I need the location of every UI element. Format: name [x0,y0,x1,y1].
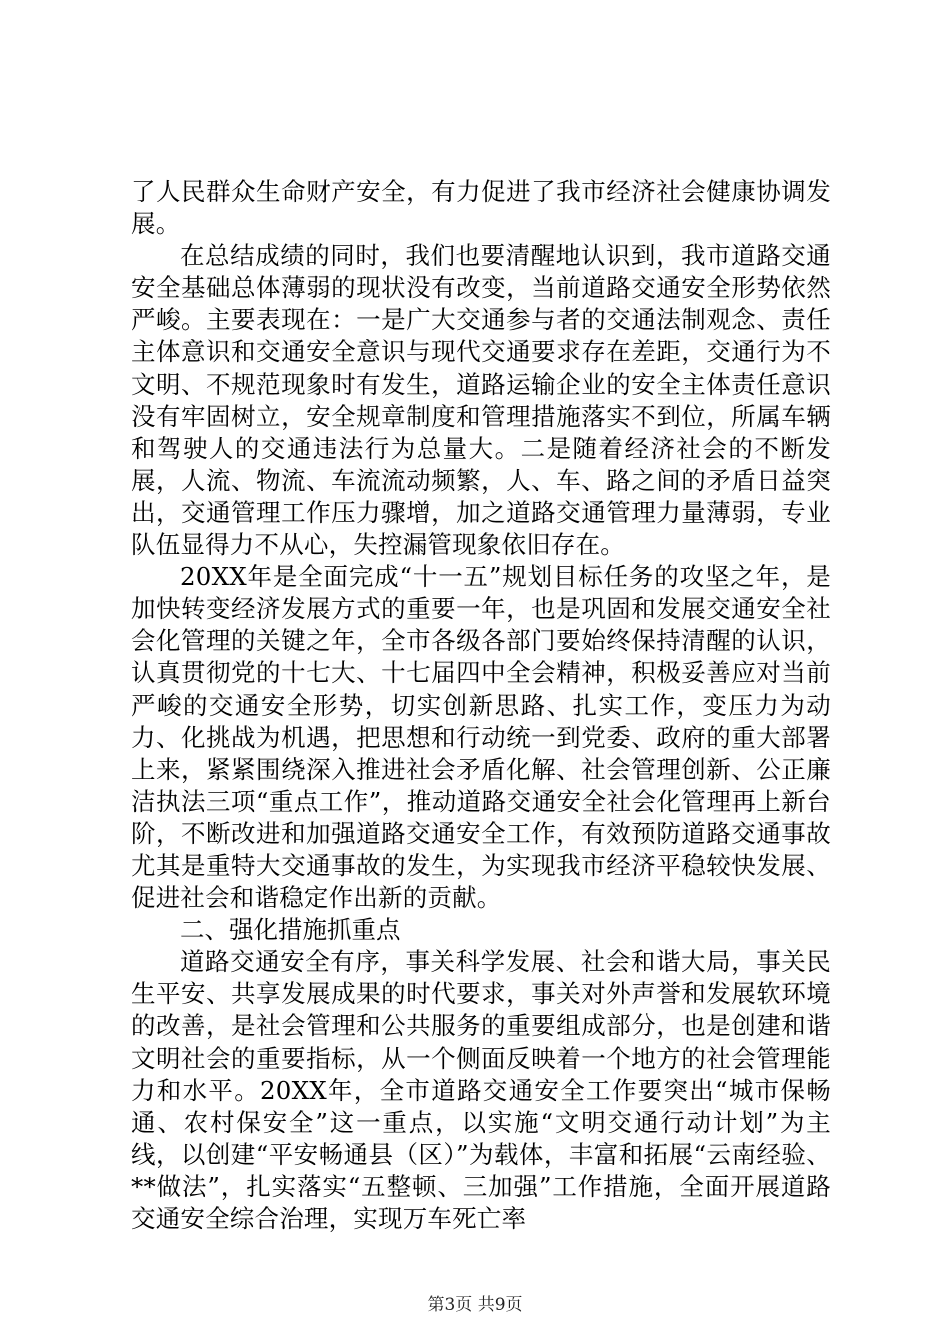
paragraph-year-goals: 20XX年是全面完成“十一五”规划目标任务的攻坚之年，是加快转变经济发展方式的重要一年，也是巩固和发展交通安全社会化管理的关键之年，全市各级各部门要始终保持清醒的认识，认真贯彻党的十七大、十七届四中全会精神，积极妥善应对当前严峻的交通安全形势，切实创新思路、扎实工作，变压力为动力、化挑战为机遇，把思想和行动统一到党委、政府的重大部署上来，紧紧围绕深入推进社会矛盾化解、社会管理创新、公正廉洁执法三项“重点工作”，推动道路交通安全社会化管理再上新台阶，不断改进和加强道路交通安全工作，有效预防道路交通事故尤其是重特大交通事故的发生，为实现我市经济平稳较快发展、促进社会和谐稳定作出新的贡献。 [131,562,831,913]
page-number-footer: 第3页 共9页 [427,1295,523,1315]
paragraph-continuation: 了人民群众生命财产安全，有力促进了我市经济社会健康协调发展。 [131,177,831,239]
document-body [131,176,831,1235]
section-heading: 二、强化措施抓重点 [180,915,401,945]
paragraph-measures: 道路交通安全有序，事关科学发展、社会和谐大局，事关民生平安、共享发展成果的时代要求，事关对外声誉和发展软环境的改善，是社会管理和公共服务的重要组成部分，也是创建和谐文明社会的重要指标，从一个侧面反映着一个地方的社会管理能力和水平。20XX年，全市道路交通安全工作要突出“城市保畅通、农村保安全”这一重点，以实施“文明交通行动计划”为主线，以创建“平安畅通县（区）”为载体，丰富和拓展“云南经验、**做法”，扎实落实“五整顿、三加强”工作措施，全面开展道路交通安全综合治理，实现万车死亡率 [131,947,831,1233]
paragraph-situation: 在总结成绩的同时，我们也要清醒地认识到，我市道路交通安全基础总体薄弱的现状没有改变，当前道路交通安全形势依然严峻。主要表现在：一是广大交通参与者的交通法制观念、责任主体意识和交通安全意识与现代交通要求存在差距，交通行为不文明、不规范现象时有发生，道路运输企业的安全主体责任意识没有牢固树立，安全规章制度和管理措施落实不到位，所属车辆和驾驶人的交通违法行为总量大。二是随着经济社会的不断发展，人流、物流、车流流动频繁，人、车、路之间的矛盾日益突出，交通管理工作压力骤增，加之道路交通管理力量薄弱，专业队伍显得力不从心，失控漏管现象依旧存在。 [131,241,831,560]
